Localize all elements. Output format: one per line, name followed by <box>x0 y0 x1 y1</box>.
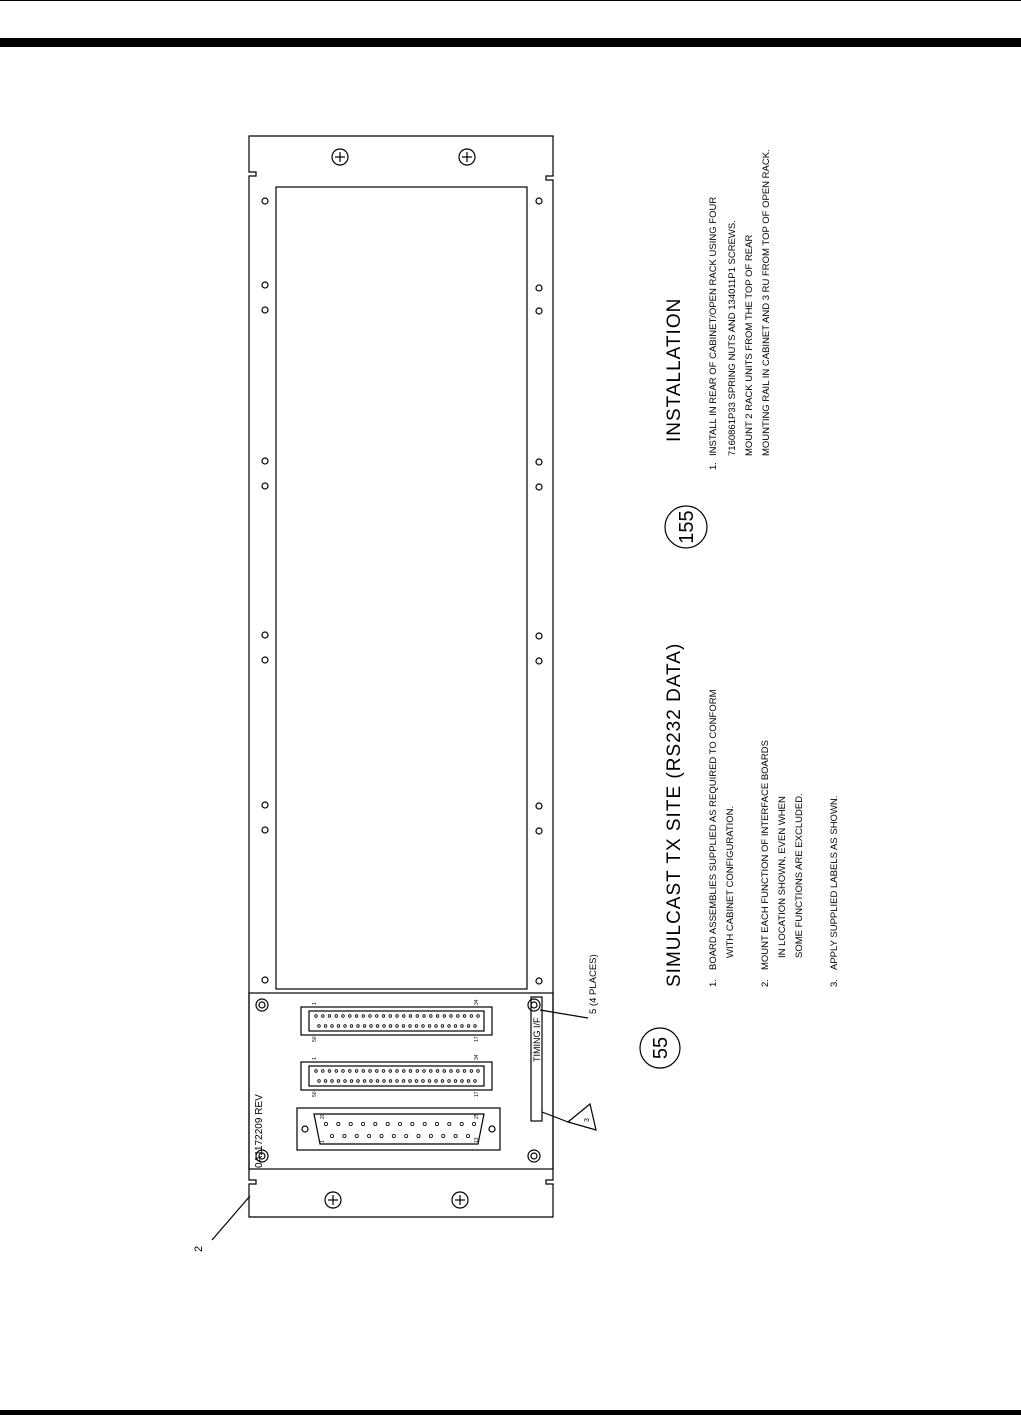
j3-pin-label-b: 34 <box>474 999 480 1005</box>
connector-pin <box>448 1122 451 1125</box>
connector-pin <box>383 1080 386 1083</box>
connector-pin <box>461 1080 464 1083</box>
connector-pin <box>357 1080 360 1083</box>
connector-pin <box>450 1070 453 1073</box>
connector-pin <box>430 1070 433 1073</box>
connector-pin <box>376 1015 379 1018</box>
connector-pin <box>403 1015 406 1018</box>
side-holes-right <box>536 198 542 984</box>
connector-pin <box>368 1134 371 1137</box>
simulcast-note-3-num: 3. <box>829 979 840 987</box>
connector-pin <box>415 1080 418 1083</box>
leader-line-item-5 <box>540 1010 588 1018</box>
connector-pin <box>357 1025 360 1028</box>
connector-pin <box>370 1025 373 1028</box>
connector-pin <box>428 1025 431 1028</box>
connector-pin <box>383 1025 386 1028</box>
bracket-window <box>276 187 527 989</box>
connector-pin <box>441 1080 444 1083</box>
connector-pin <box>422 1080 425 1083</box>
connector-pin <box>416 1015 419 1018</box>
connector-j3 <box>301 1007 492 1035</box>
connector-pin <box>389 1070 392 1073</box>
connector-pin <box>337 1025 340 1028</box>
connector-pin <box>472 1122 475 1125</box>
connector-pin <box>411 1122 414 1125</box>
balloon-155-number: 155 <box>676 510 698 544</box>
callout-item-5: 5 (4 PLACES) <box>588 954 599 1014</box>
connector-pin <box>331 1080 334 1083</box>
connector-pin <box>349 1070 352 1073</box>
connector-pin <box>436 1015 439 1018</box>
connector-pin <box>328 1070 331 1073</box>
j2-pin-label-a: 1 <box>312 1057 318 1060</box>
simulcast-note-2-line-1: MOUNT EACH FUNCTION OF INTERFACE BOARDS <box>760 740 771 970</box>
connector-pin <box>355 1015 358 1018</box>
j2-pin-label-b: 34 <box>474 1054 480 1060</box>
connector-pin <box>380 1134 383 1137</box>
connector-pin <box>331 1025 334 1028</box>
simulcast-note-2-line-3: SOME FUNCTIONS ARE EXCLUDED. <box>794 793 805 958</box>
connector-pin <box>450 1015 453 1018</box>
board-standoff-top-left <box>256 999 268 1011</box>
connector-pin <box>422 1025 425 1028</box>
connector-pin <box>382 1015 385 1018</box>
leader-line-item-3 <box>542 1112 568 1122</box>
connector-pin <box>416 1070 419 1073</box>
connector-j3-pins <box>315 1015 480 1028</box>
connector-pin <box>396 1070 399 1073</box>
connector-pin <box>405 1134 408 1137</box>
panel-part-label: 0A1172209 REV <box>254 1094 265 1168</box>
connector-pin <box>370 1080 373 1083</box>
connector-pin <box>454 1134 457 1137</box>
connector-pin <box>423 1070 426 1073</box>
connector-pin <box>361 1122 364 1125</box>
timing-if-label: TIMING I/F <box>532 1017 542 1062</box>
connector-pin <box>355 1070 358 1073</box>
connector-pin <box>344 1025 347 1028</box>
connector-pin <box>342 1070 345 1073</box>
label-note-triangle <box>568 1104 596 1130</box>
connector-pin <box>409 1080 412 1083</box>
mounting-bracket-outline <box>249 136 553 1217</box>
j3-pin-label-d: 17 <box>474 1036 480 1042</box>
connector-pin <box>324 1122 327 1125</box>
top-mount-screw-1 <box>332 149 348 165</box>
connector-pin <box>355 1134 358 1137</box>
connector-pin <box>337 1122 340 1125</box>
connector-pin <box>374 1122 377 1125</box>
connector-pin <box>376 1080 379 1083</box>
connector-pin <box>463 1015 466 1018</box>
connector-pin <box>467 1025 470 1028</box>
connector-pin <box>328 1015 331 1018</box>
connector-pin <box>349 1122 352 1125</box>
connector-pin <box>428 1080 431 1083</box>
connector-pin <box>392 1134 395 1137</box>
connector-pin <box>343 1134 346 1137</box>
connector-pin <box>350 1025 353 1028</box>
connector-pin <box>454 1025 457 1028</box>
connector-pin <box>415 1025 418 1028</box>
installation-note-1-line-4: MOUNTING RAIL IN CABINET AND 3 RU FROM TOP OF OPEN RACK. <box>761 149 772 456</box>
connector-pin <box>423 1015 426 1018</box>
connector-pin <box>335 1015 338 1018</box>
connector-pin <box>322 1070 325 1073</box>
j3-pin-label-c: 50 <box>312 1036 318 1042</box>
connector-pin <box>448 1080 451 1083</box>
connector-pin <box>376 1070 379 1073</box>
simulcast-note-2-num: 2. <box>760 979 771 987</box>
connector-j1 <box>297 1108 500 1150</box>
connector-pin <box>369 1015 372 1018</box>
bottom-mount-screw-2 <box>452 1192 468 1208</box>
connector-pin <box>423 1122 426 1125</box>
connector-pin <box>470 1070 473 1073</box>
connector-pin <box>441 1025 444 1028</box>
board-standoff-top-right <box>528 999 540 1011</box>
connector-pin <box>463 1070 466 1073</box>
connector-pin <box>396 1015 399 1018</box>
board-standoff-bottom-right <box>528 1150 540 1162</box>
connector-pin <box>315 1015 318 1018</box>
connector-pin <box>457 1070 460 1073</box>
connector-pin <box>318 1080 321 1083</box>
connector-j2 <box>301 1062 492 1090</box>
connector-pin <box>430 1015 433 1018</box>
j2-pin-label-d: 17 <box>474 1091 480 1097</box>
connector-pin <box>386 1122 389 1125</box>
connector-pin <box>429 1134 432 1137</box>
connector-pin <box>396 1025 399 1028</box>
connector-pin <box>403 1070 406 1073</box>
connector-pin <box>435 1080 438 1083</box>
connector-pin <box>398 1122 401 1125</box>
installation-note-1-line-3: MOUNT 2 RACK UNITS FROM THE TOP OF REAR <box>744 234 755 456</box>
installation-note-1-line-1: INSTALL IN REAR OF CABINET/OPEN RACK USING FOUR <box>708 196 719 456</box>
side-holes-left <box>262 198 268 983</box>
connector-pin <box>335 1070 338 1073</box>
connector-pin <box>409 1070 412 1073</box>
simulcast-note-3-line-1: APPLY SUPPLIED LABELS AS SHOWN. <box>829 795 840 970</box>
connector-pin <box>474 1025 477 1028</box>
j1-pin-label-d: 13 <box>474 1137 480 1143</box>
connector-pin <box>389 1080 392 1083</box>
connector-pin <box>350 1080 353 1083</box>
connector-pin <box>337 1080 340 1083</box>
connector-pin <box>466 1134 469 1137</box>
j3-pin-label-a: 1 <box>312 1002 318 1005</box>
connector-pin <box>330 1134 333 1137</box>
connector-pin <box>442 1134 445 1137</box>
interface-board <box>249 993 553 1169</box>
installation-note-1-num: 1. <box>708 462 719 470</box>
connector-pin <box>435 1025 438 1028</box>
connector-pin <box>467 1080 470 1083</box>
connector-pin <box>409 1015 412 1018</box>
connector-pin <box>435 1122 438 1125</box>
connector-pin <box>389 1015 392 1018</box>
connector-pin <box>402 1025 405 1028</box>
connector-pin <box>362 1015 365 1018</box>
connector-pin <box>363 1025 366 1028</box>
simulcast-note-1-num: 1. <box>708 979 719 987</box>
leader-line-item-2 <box>212 1196 250 1240</box>
simulcast-note-1-line-1: BOARD ASSEMBLIES SUPPLIED AS REQUIRED TO CONFORM <box>708 689 719 970</box>
connector-pin <box>362 1070 365 1073</box>
connector-pin <box>402 1080 405 1083</box>
top-mount-screw-2 <box>459 149 475 165</box>
connector-pin <box>318 1025 321 1028</box>
connector-pin <box>349 1015 352 1018</box>
callout-item-3: 3 <box>584 1118 591 1122</box>
connector-pin <box>460 1122 463 1125</box>
connector-pin <box>474 1080 477 1083</box>
connector-pin <box>342 1015 345 1018</box>
connector-pin <box>376 1025 379 1028</box>
connector-pin <box>363 1080 366 1083</box>
connector-pin <box>389 1025 392 1028</box>
simulcast-note-2-line-2: IN LOCATION SHOWN, EVEN WHEN <box>777 796 788 958</box>
connector-pin <box>324 1080 327 1083</box>
connector-pin <box>443 1070 446 1073</box>
connector-pin <box>477 1070 480 1073</box>
simulcast-note-1-line-2: WITH CABINET CONFIGURATION. <box>725 805 736 958</box>
connector-j2-pins <box>315 1070 480 1083</box>
connector-pin <box>417 1134 420 1137</box>
connector-pin <box>448 1025 451 1028</box>
j1-pin-label-a: 20 <box>320 1113 326 1119</box>
connector-pin <box>322 1015 325 1018</box>
callout-item-2: 2 <box>193 1245 205 1252</box>
connector-pin <box>454 1080 457 1083</box>
j2-pin-label-c: 50 <box>312 1091 318 1097</box>
bottom-mount-screw-1 <box>325 1192 341 1208</box>
connector-pin <box>470 1015 473 1018</box>
balloon-55-number: 55 <box>650 1036 672 1060</box>
j1-pin-label-b: 25 <box>474 1113 480 1119</box>
connector-pin <box>443 1015 446 1018</box>
j1-pin-label-c: 1 <box>320 1140 326 1143</box>
simulcast-title: SIMULCAST TX SITE (RS232 DATA) <box>664 642 685 987</box>
installation-title: INSTALLATION <box>664 297 685 442</box>
connector-pin <box>382 1070 385 1073</box>
connector-pin <box>344 1080 347 1083</box>
connector-j1-pins <box>324 1122 475 1137</box>
connector-pin <box>396 1080 399 1083</box>
connector-pin <box>461 1025 464 1028</box>
connector-pin <box>369 1070 372 1073</box>
connector-pin <box>457 1015 460 1018</box>
connector-pin <box>436 1070 439 1073</box>
connector-pin <box>477 1015 480 1018</box>
connector-pin <box>315 1070 318 1073</box>
installation-note-1-line-2: 7160861P33 SPRING NUTS AND 134011P1 SCREWS. <box>727 220 738 456</box>
connector-pin <box>324 1025 327 1028</box>
connector-pin <box>409 1025 412 1028</box>
